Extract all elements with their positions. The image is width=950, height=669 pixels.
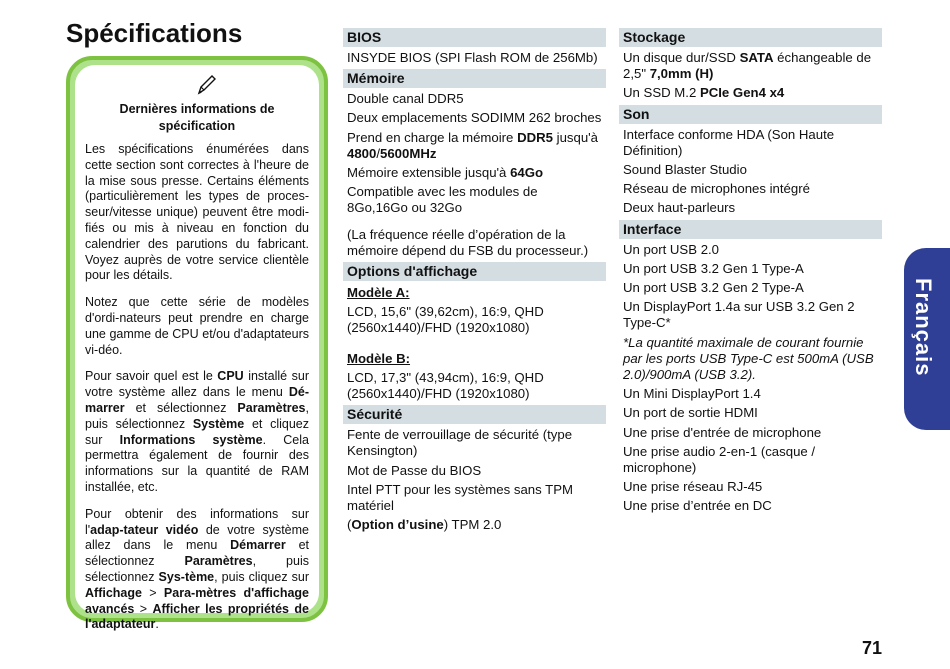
note-box-inner	[75, 65, 319, 632]
note-box	[66, 56, 328, 632]
spec-line: Un port de sortie HDMI	[623, 405, 758, 421]
spec-line: Double canal DDR5	[347, 91, 464, 107]
spec-line: Une prise audio 2-en-1 (casque / microphone)	[623, 443, 816, 476]
spec-line: Intel PTT pour les systèmes sans TPM matériel	[347, 481, 573, 514]
section-heading-son: Son	[619, 105, 882, 124]
page-number: 71	[861, 638, 882, 658]
language-tab	[904, 248, 950, 430]
spec-line: Une prise d'entrée de microphone	[623, 424, 822, 440]
spec-line: Compatible avec les modules de 8Go,16Go ou 32Go	[347, 184, 538, 216]
spec-line: Un port USB 2.0	[623, 241, 720, 257]
spec-line: Deux emplacements SODIMM 262 broches	[347, 110, 602, 126]
spec-line: Interface conforme HDA (Son Haute Définition)	[623, 126, 835, 158]
spec-line: Un Mini DisplayPort 1.4	[623, 386, 761, 402]
section-heading-stockage: Stockage	[619, 28, 882, 47]
note-paragraph: Les spécifications énumérées dans cette section sont correctes à l'heure de la mise sous presse. Certains éléments (particulièrement les types de proces-seur/vitesse unique) peuvent être modi-fiés ou mis à niveau en fonction du calendrier des parutions du fabricant. Voyez auprès de votre service clientèle pour les détails.	[85, 142, 309, 283]
spec-column-right	[619, 28, 882, 518]
spec-footnote: *La quantité maximale de courant fournie par les ports USB Type-C est 500mA (USB 2.0)/900mA (USB 3.2).	[623, 334, 874, 383]
spec-line: Une prise réseau RJ-45	[623, 479, 763, 495]
language-tab-label: Français	[911, 278, 936, 377]
note-heading: Dernières informations de spécification	[119, 102, 275, 133]
spec-line: Deux haut-parleurs	[623, 200, 736, 216]
spec-line: Fente de verrouillage de sécurité (type Kensington)	[347, 427, 573, 459]
note-paragraph: Notez que cette série de modèles d'ordi-nateurs peut prendre en charge une gamme de CPU et/ou d'adaptateurs vi-déo.	[85, 295, 309, 357]
spec-line: Réseau de microphones intégré	[623, 181, 810, 197]
spec-line: Un port USB 3.2 Gen 1 Type-A	[623, 260, 804, 276]
spec-line: LCD, 17,3" (43,94cm), 16:9, QHD (2560x1440)/FHD (1920x1080)	[347, 369, 544, 402]
pencil-icon	[194, 73, 218, 97]
spec-line: Mot de Passe du BIOS	[347, 462, 482, 478]
spec-line: Un port USB 3.2 Gen 2 Type-A	[623, 280, 804, 296]
section-heading-securite: Sécurité	[343, 405, 606, 424]
section-heading-affichage: Options d'affichage	[343, 262, 606, 281]
note-paragraph: Pour savoir quel est le CPU installé sur votre système allez dans le menu Dé-marrer et sélectionnez Paramètres, puis sélectionnez Système et cliquez sur Informations système. Cela permettra également de fournir des informations sur la quantité de RAM installée, etc.	[85, 369, 309, 494]
spec-line: Mémoire extensible jusqu'à 64Go	[347, 165, 544, 181]
spec-line: Un SSD M.2 PCIe Gen4 x4	[623, 85, 785, 101]
model-a-label: Modèle A:	[347, 285, 410, 301]
spec-line: (Option d’usine) TPM 2.0	[347, 517, 502, 533]
model-b-label: Modèle B:	[347, 350, 411, 366]
spec-note: (La fréquence réelle d’opération de la mémoire dépend du FSB du processeur.)	[347, 226, 589, 258]
spec-line: Prend en charge la mémoire DDR5 jusqu'à 4800/5600MHz	[347, 129, 599, 161]
spec-line: Un DisplayPort 1.4a sur USB 3.2 Gen 2 Type-C*	[623, 299, 855, 331]
page-title: Spécifications	[66, 18, 243, 48]
section-heading-interface: Interface	[619, 220, 882, 239]
note-body	[85, 142, 309, 644]
spec-line: Un disque dur/SSD SATA échangeable de 2,5" 7,0mm (H)	[623, 50, 872, 82]
note-paragraph: Pour obtenir des informations sur l'adap-tateur vidéo de votre système allez dans le menu Démarrer et sélectionnez Paramètres, puis sélectionnez Sys-tème, puis cliquez sur Affichage > Para-mètres d'affichage avancés > Afficher les propriétés de l'adaptateur.	[85, 506, 309, 632]
section-heading-memoire: Mémoire	[343, 69, 606, 88]
spec-line: LCD, 15,6" (39,62cm), 16:9, QHD (2560x1440)/FHD (1920x1080)	[347, 304, 544, 336]
spec-column-middle	[343, 28, 606, 536]
spec-line: INSYDE BIOS (SPI Flash ROM de 256Mb)	[347, 50, 598, 65]
spec-line: Sound Blaster Studio	[623, 162, 747, 178]
section-heading-bios: BIOS	[343, 28, 606, 47]
spec-line: Une prise d’entrée en DC	[623, 498, 772, 514]
